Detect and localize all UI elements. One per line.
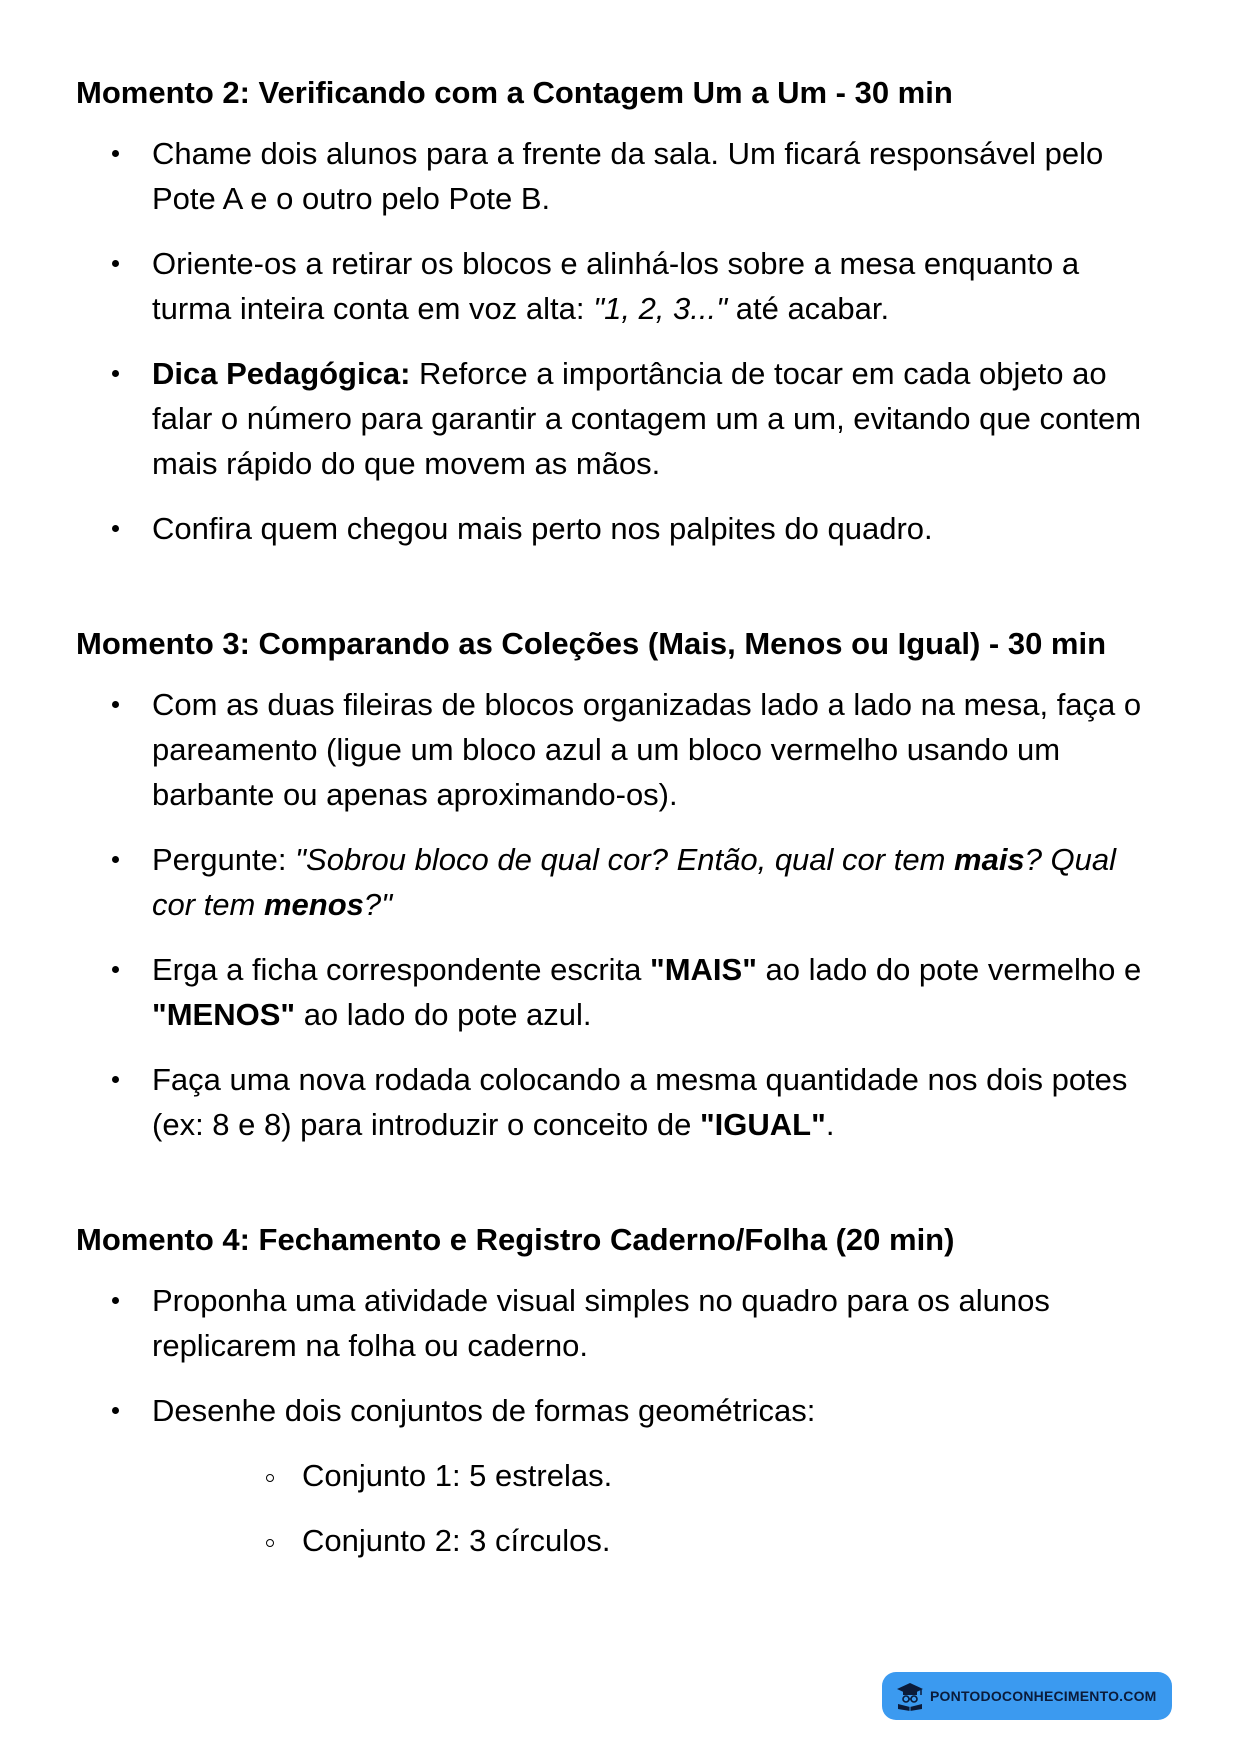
document-page — [76, 70, 1166, 1583]
site-logo-text: PONTODOCONHECIMENTO.COM — [930, 1688, 1157, 1704]
graduation-reader-icon — [894, 1680, 926, 1712]
bold-text: Dica Pedagógica: — [152, 356, 411, 391]
list-item — [76, 1057, 1166, 1147]
list-item — [76, 837, 1166, 927]
section — [76, 1217, 1166, 1563]
sub-list-item — [76, 1453, 1166, 1498]
italic-text: "1, 2, 3..." — [593, 291, 728, 326]
sub-item-text: Conjunto 1: 5 estrelas. — [302, 1458, 613, 1493]
item-text: Desenhe dois conjuntos de formas geométricas: — [152, 1393, 816, 1428]
bullet-dot-icon — [112, 150, 119, 157]
list-item — [76, 947, 1166, 1037]
bold-italic-text: mais — [954, 842, 1025, 877]
bullet-dot-icon — [112, 856, 119, 863]
section-heading: Momento 2: Verificando com a Contagem Um a Um - 30 min — [76, 75, 953, 110]
section-heading: Momento 4: Fechamento e Registro Caderno/Folha (20 min) — [76, 1222, 955, 1257]
item-text: Com as duas fileiras de blocos organizadas lado a lado na mesa, faça o pareamento (ligue um bloco azul a um bloco vermelho usando um barbante ou apenas aproximando-os). — [152, 687, 1142, 812]
bullet-dot-icon — [112, 1076, 119, 1083]
item-text: Erga a ficha correspondente escrita — [152, 952, 650, 987]
hollow-circle-bullet-icon — [266, 1539, 274, 1547]
bullet-list — [76, 131, 1166, 551]
list-item — [76, 351, 1166, 486]
hollow-circle-bullet-icon — [266, 1474, 274, 1482]
section — [76, 70, 1166, 551]
sub-list-item — [76, 1518, 1166, 1563]
item-text: Proponha uma atividade visual simples no quadro para os alunos replicarem na folha ou caderno. — [152, 1283, 1050, 1363]
bullet-dot-icon — [112, 260, 119, 267]
bold-text: "MENOS" — [152, 997, 296, 1032]
emphasis — [264, 887, 364, 922]
bullet-dot-icon — [112, 1407, 119, 1414]
item-text: Oriente-os a retirar os blocos e alinhá-los sobre a mesa enquanto a turma inteira conta em voz alta: — [152, 246, 1080, 326]
list-item — [76, 1278, 1166, 1368]
item-text: Pergunte: — [152, 842, 296, 877]
list-item — [76, 682, 1166, 817]
item-text: Reforce a importância de tocar em cada objeto ao falar o número para garantir a contagem um a um, evitando que contem mais rápido do que movem as mãos. — [152, 356, 1142, 481]
bullet-dot-icon — [112, 525, 119, 532]
site-logo-badge[interactable] — [882, 1672, 1172, 1720]
bullet-dot-icon — [112, 701, 119, 708]
bullet-list — [76, 1278, 1166, 1563]
bold-text: "IGUAL" — [699, 1107, 826, 1142]
item-text: ao lado do pote azul. — [295, 997, 592, 1032]
list-item — [76, 241, 1166, 331]
list-item — [76, 131, 1166, 221]
section-heading: Momento 3: Comparando as Coleções (Mais, Menos ou Igual) - 30 min — [76, 626, 1107, 661]
section — [76, 621, 1166, 1147]
italic-text: ?" — [363, 887, 393, 922]
item-text: Confira quem chegou mais perto nos palpites do quadro. — [152, 511, 933, 546]
item-text: Faça uma nova rodada colocando a mesma quantidade nos dois potes (ex: 8 e 8) para introduzir o conceito de — [152, 1062, 1128, 1142]
item-text: até acabar. — [727, 291, 890, 326]
bold-italic-text: menos — [263, 887, 364, 922]
bullet-dot-icon — [112, 370, 119, 377]
list-item — [76, 506, 1166, 551]
bullet-dot-icon — [112, 966, 119, 973]
bullet-list — [76, 682, 1166, 1147]
item-text: . — [825, 1107, 835, 1142]
italic-text: ? Qual cor tem — [152, 842, 1117, 922]
italic-text: "Sobrou bloco de qual cor? Então, qual cor tem — [295, 842, 955, 877]
sub-list — [76, 1453, 1166, 1563]
sub-item-text: Conjunto 2: 3 círculos. — [302, 1523, 611, 1558]
item-text: ao lado do pote vermelho e — [756, 952, 1142, 987]
item-text: Chame dois alunos para a frente da sala. Um ficará responsável pelo Pote A e o outro pelo Pote B. — [152, 136, 1104, 216]
bullet-dot-icon — [112, 1297, 119, 1304]
bold-text: "MAIS" — [650, 952, 757, 987]
list-item — [76, 1388, 1166, 1563]
emphasis — [954, 842, 1025, 877]
